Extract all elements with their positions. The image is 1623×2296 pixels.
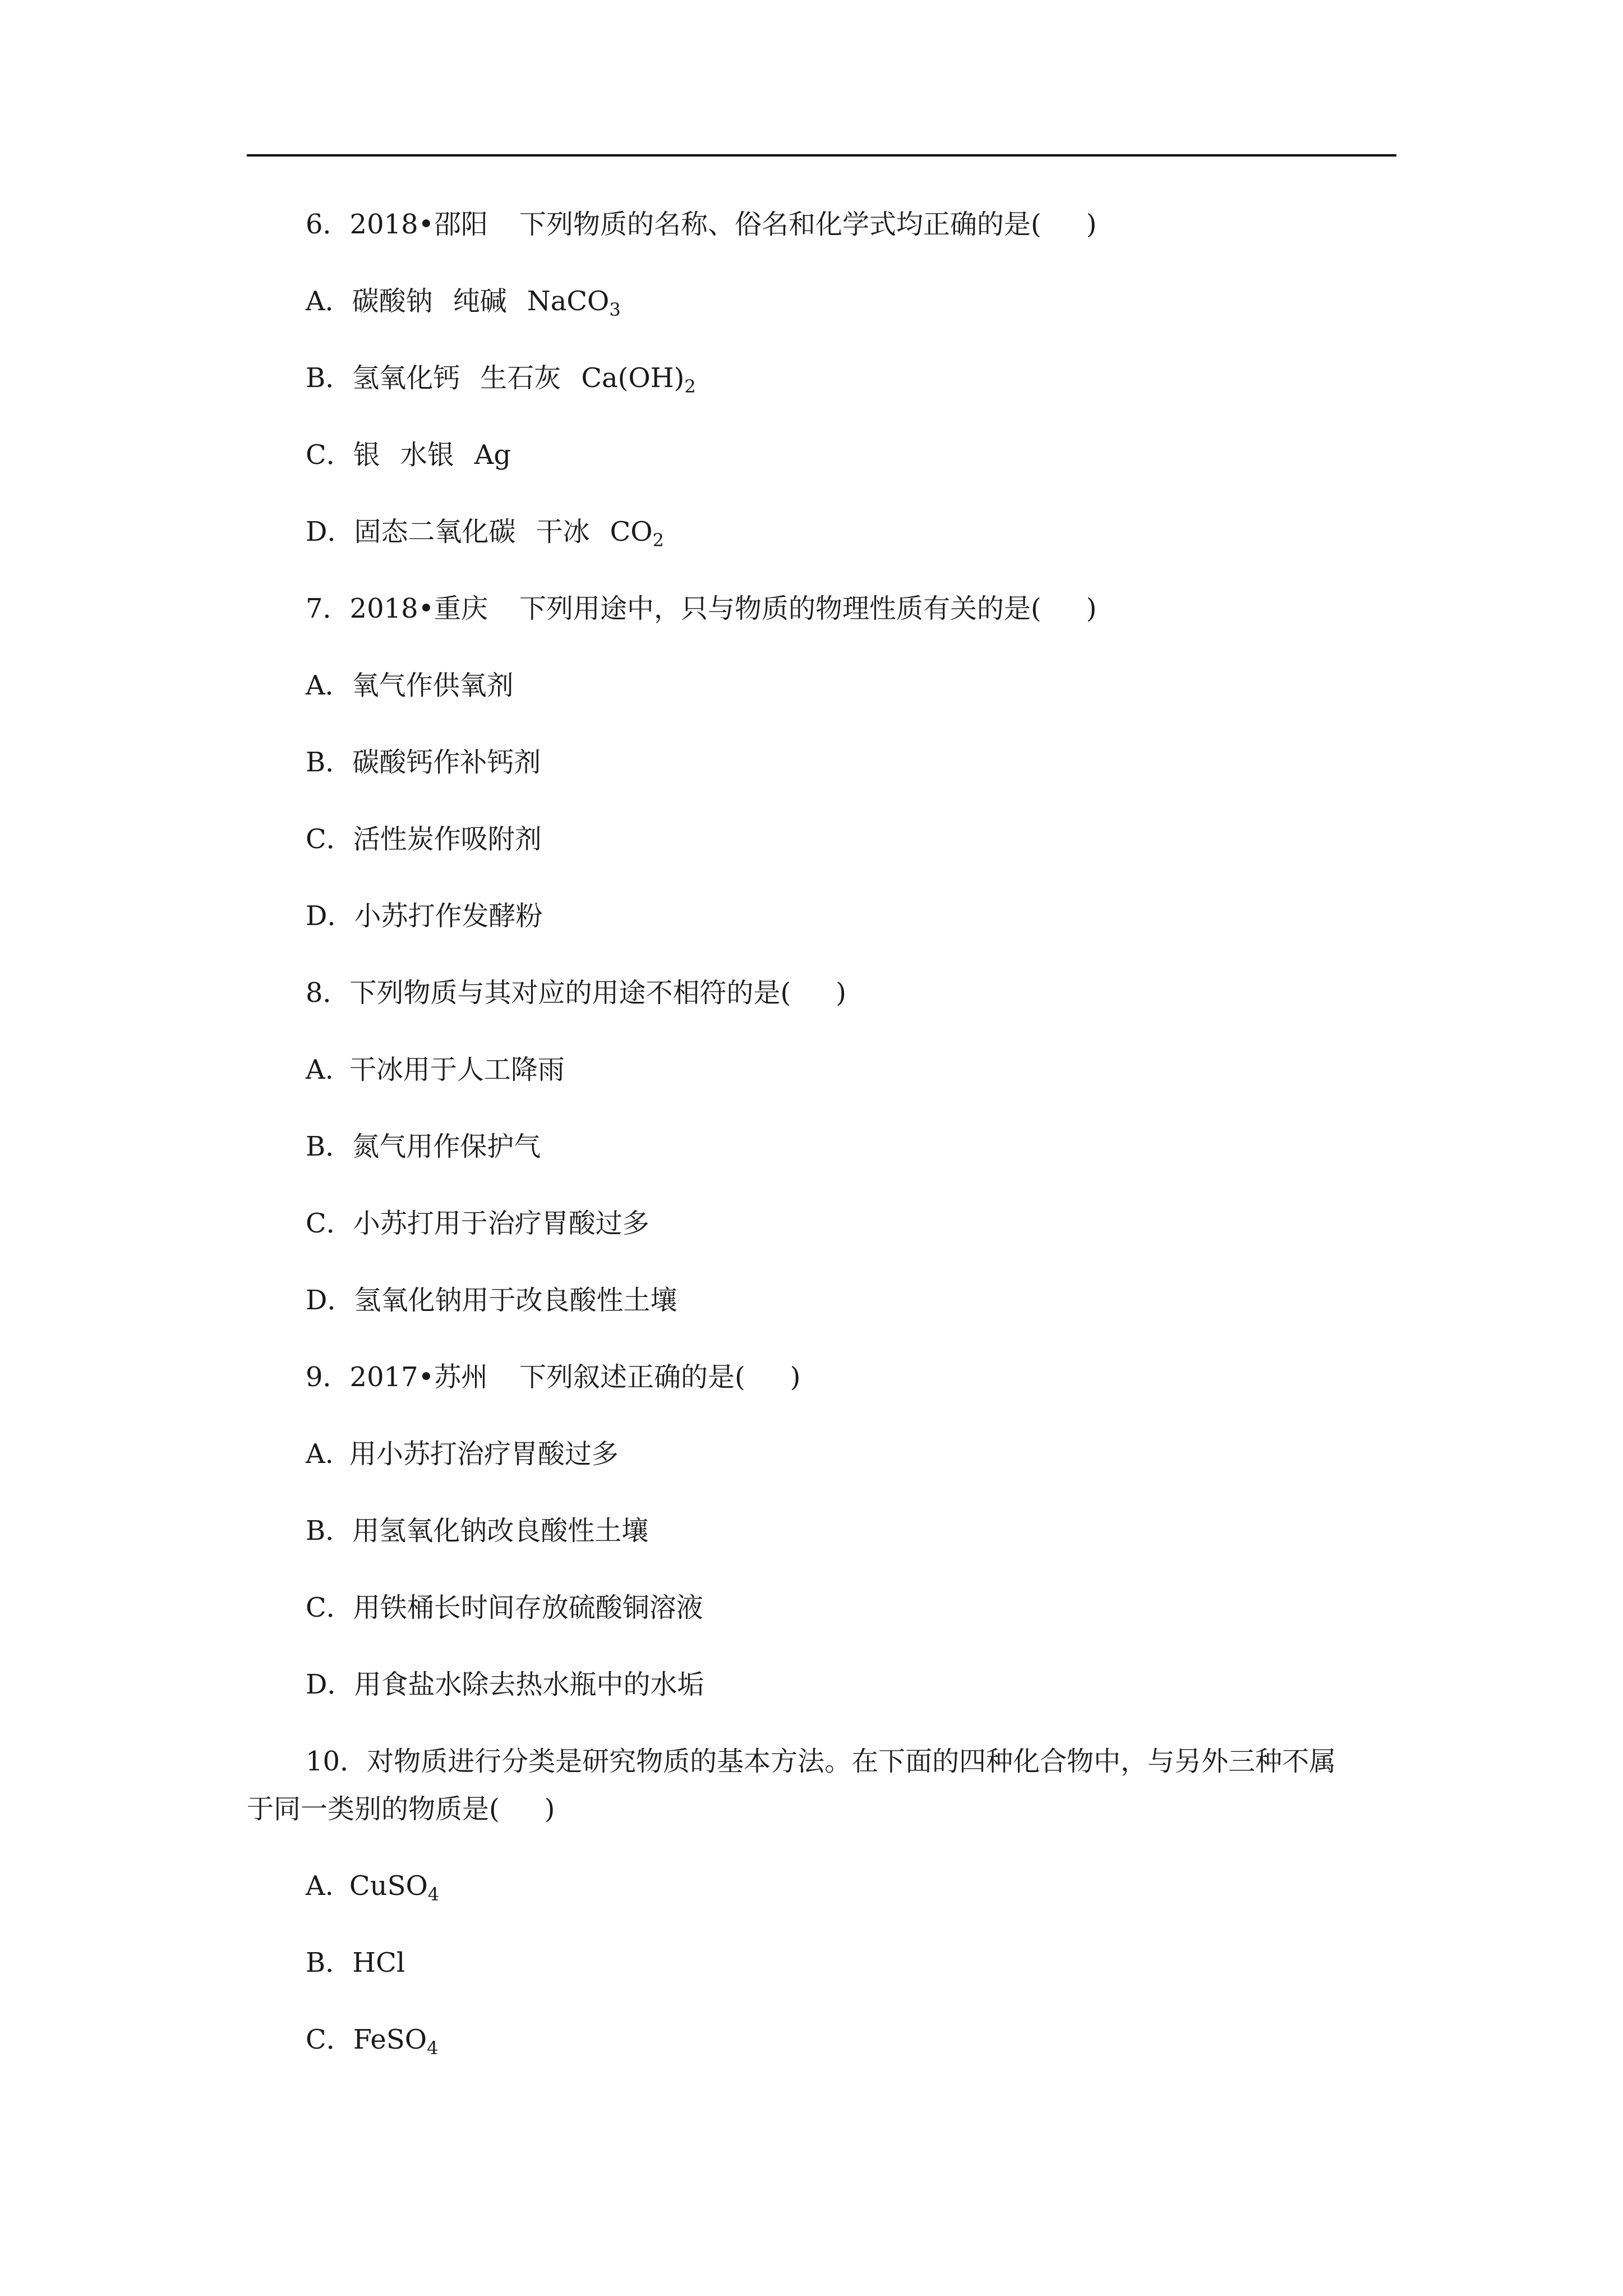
question-number: 10． [306,1746,367,1777]
question-stem: 下列物质与其对应的用途不相符的是( [349,977,791,1009]
question-10 [306,1745,1336,1778]
question-number: 8． [306,977,350,1009]
question-stem: 下列用途中，只与物质的物理性质有关的是( [519,593,1041,624]
q6-option-d: D．固态二氧化碳 干冰 $CO_2$ [306,516,664,551]
question-source: 2017•苏州 [349,1361,488,1393]
q10-option-c: C．FeSO$_4$ [306,2024,439,2059]
q8-option-a: A. 干冰用于人工降雨 [306,1054,565,1085]
question-number: 6． [306,209,350,240]
question-9: 9．2017•苏州 下列叙述正确的是( ) [306,1361,801,1393]
question-7: 7．2018•重庆 下列用途中，只与物质的物理性质有关的是( ) [306,593,1097,624]
chemical-formula: FeSO$_4$ [353,2024,439,2059]
question-10-continued: 于同一类别的物质是( ) [247,1793,555,1825]
question-6: 6．2018•邵阳 下列物质的名称、俗名和化学式均正确的是( ) [306,209,1097,240]
q8-option-d: D．氢氧化钠用于改良酸性土壤 [306,1285,677,1316]
chemical-formula: NaCO$_3$ [527,286,621,320]
q10-option-a: A. CuSO$_4$ [306,1870,440,1905]
q6-option-a: A．碳酸钠 纯碱 NaCO$_3$ [306,286,621,320]
question-stem: 下列物质的名称、俗名和化学式均正确的是( [519,209,1041,240]
q9-option-c: C．用铁桶长时间存放硫酸铜溶液 [306,1592,703,1623]
chemical-formula: CuSO$_4$ [349,1870,440,1905]
q7-option-d: D．小苏打作发酵粉 [306,900,543,932]
question-number: 9． [306,1361,350,1393]
q7-option-c: C．活性炭作吸附剂 [306,823,542,855]
q10-option-b: B．HCl [306,1947,405,1978]
q7-option-b: B．碳酸钙作补钙剂 [306,747,541,778]
q7-option-a: A．氧气作供氧剂 [306,670,514,701]
q8-option-b: B．氮气用作保护气 [306,1131,541,1162]
question-stem: 对物质进行分类是研究物质的基本方法。在下面的四种化合物中，与另外三种不属 [367,1746,1336,1777]
question-stem: 下列叙述正确的是( [519,1361,745,1393]
question-8: 8．下列物质与其对应的用途不相符的是( ) [306,977,847,1009]
q9-option-b: B．用氢氧化钠改良酸性土壤 [306,1515,649,1547]
question-source: 2018•邵阳 [349,209,488,240]
q6-option-c: C．银 水银 Ag [306,439,511,471]
q9-option-d: D．用食盐水除去热水瓶中的水垢 [306,1669,704,1700]
chemical-formula: $Ca(OH)_2$ [581,362,696,397]
question-number: 7． [306,593,350,624]
chemical-formula: $CO_2$ [610,516,664,551]
chemical-formula: Ag [474,439,511,471]
q6-option-b: B．氢氧化钙 生石灰 $Ca(OH)_2$ [306,362,696,397]
question-stem: 于同一类别的物质是( [247,1793,500,1825]
question-source: 2018•重庆 [349,593,488,624]
chemical-formula: HCl [352,1947,405,1978]
q9-option-a: A. 用小苏打治疗胃酸过多 [306,1438,619,1470]
q8-option-c: C．小苏打用于治疗胃酸过多 [306,1208,649,1239]
